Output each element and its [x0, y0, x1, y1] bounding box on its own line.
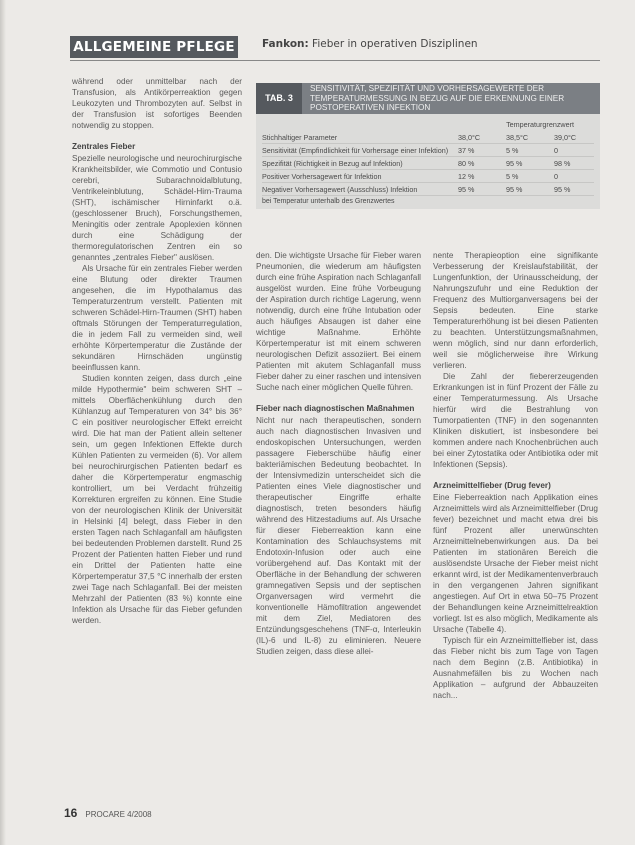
table-body [256, 114, 600, 209]
table-cell: 95 % [458, 183, 506, 196]
table-title: SENSITIVITÄT, SPEZIFITÄT UND VORHERSAGEWERTE DER TEMPERATURMESSUNG IN BEZUG AUF DIE ERKENNUNG EINER POSTOPERATIVEN INFEKTION [302, 83, 600, 114]
running-header-author: Fankon: [262, 38, 309, 50]
paragraph: Als Ursache für ein zentrales Fieber werden eine Blutung oder direkter Traumen angesehen, die im Hypothalamus das Temperaturzentrum verstellt. Patienten mit schweren Schädel-Hirn-Traumen (SHT) haben oftmals Störungen der Temperaturregulation, die in jedem Fall zu vermeiden sind, weil erhöhte Körpertemperatur die Zustände der sekundären Hirnschäden ungünstig beeinflussen kann. [72, 264, 242, 372]
table-3 [256, 83, 600, 209]
table-col-header: 38,0°C [458, 131, 506, 144]
table-cell: 5 % [506, 144, 554, 157]
section-heading: Arzneimittelfieber (Drug fever) [433, 481, 551, 490]
table-cell: 0 [554, 144, 594, 157]
table-col-header: 38,5°C [506, 131, 554, 144]
table-grid [262, 131, 594, 196]
table-cell: Positiver Vorhersagewert für Infektion [262, 170, 458, 183]
paragraph: Studien konnten zeigen, dass durch „eine milde Hypothermie" beim schweren SHT – mittels Oberflächenkühlung durch den Kühlanzug auf Temperaturen von 34° bis 36° C ein positiver neurologischer Effekt erreicht wird. Die hat man der Patient allein seltener sein, um gegen Infektionen Effekte durch Kühlen Patienten zu vermeiden (6). Vor allem bei neurochirurgischen Patienten bedarf es daher die Körpertemperatur engmaschig kontrolliert, um bei Verdacht frühzeitig Korrekturen ergreifen zu können. Eine Studie von der neurologischen Klinik der Universität in Helsinki [4] belegt, dass Fieber in den ersten Tagen nach Schlaganfall am häufigsten bei bedeutenden Problemen darstellt. Rund 25 Prozent der Patienten hatten Fieber und rund ein Drittel der Patienten hatte eine Körpertemperatur 37,5 °C innerhalb der ersten zwei Tage nach Schlaganfall. Bei der meisten Mehrzahl der Patienten (83 %) konnte eine Infektion als Ursache für das Fieber gefunden werden. [72, 374, 242, 625]
paragraph: Nicht nur nach therapeutischen, sondern auch nach diagnostischen Invasiven und endoskopischen Untersuchungen, werden passagere Fieberschübe häufig einer bakteriämischen Bedeutung beobachtet. In der Intensivmedizin unterscheidet sich die Patienten eines Viele diagnostischer und therapeutischer Eingriffe erhalte diagnostisch, treten besonders häufig während des Hitzestadiums auf. Als Ursache für dieser Fieberreaktion kann eine Kontamination des Schlauchsystems mit Endotoxin-Infusion oder auch eine vorübergehend auf. Das Kontakt mit der Oberfläche in der Behandlung der schweren gramnegativen Sepsis und der septischen Organversagen wird vermehrt die konventionelle Hämofiltration angewendet mit dem Ziel, Mediatoren des Entzündungsgeschehens (TNF-α, Interleukin (IL)-6 und IL-8) zu eliminieren. Neuere Studien zeigen, dass diese allei- [256, 416, 421, 656]
table-cell: Negativer Vorhersagewert (Ausschluss) Infektion [262, 183, 458, 196]
header-rule [70, 60, 600, 61]
running-header-title: Fieber in operativen Disziplinen [308, 38, 478, 50]
section-banner: ALLGEMEINE PFLEGE [70, 36, 238, 58]
running-header [262, 38, 478, 50]
table-cell: 95 % [506, 183, 554, 196]
table-header [256, 83, 600, 114]
paragraph: nente Therapieoption eine signifikante Verbesserung der Kreislaufstabilität, der Lungenfunktion, der Urinausscheidung, der Nahrungszufuhr und eine Reduktion der Frequenz des Multiorganversagens bei der Sepsis bedeuten. Eine starke Temperaturerhöhung ist bei diesen Patienten zu beachten. Unterstützungsmaßnahmen, wenn möglich, sind nur dann erforderlich, weil sie möglicherweise ihre Wirkung verlieren. [433, 251, 598, 370]
table-cell: 5 % [506, 170, 554, 183]
table-cell: Sensitivität (Empfindlichkeit für Vorhersage einer Infektion) [262, 144, 458, 157]
table-cell: 95 % [554, 183, 594, 196]
table-cell: 95 % [506, 157, 554, 170]
text-column-2 [256, 250, 421, 820]
section-heading: Zentrales Fieber [72, 142, 136, 151]
table-col-header: 39,0°C [554, 131, 594, 144]
text-column-1 [72, 76, 242, 816]
section-heading: Fieber nach diagnostischen Maßnahmen [256, 404, 415, 413]
table-cell: 0 [554, 170, 594, 183]
table-label: TAB. 3 [256, 83, 302, 114]
table-cell: 37 % [458, 144, 506, 157]
table-subheader: Temperaturgrenzwert [506, 120, 574, 129]
table-cell: Spezifität (Richtigkeit in Bezug auf Infektion) [262, 157, 458, 170]
paragraph: Typisch für ein Arzneimittelfieber ist, dass das Fieber nicht bis zum Tage von Tagen nach dem Beginn (z.B. Antibiotika) in Ausnahmefällen bis zu Wochen nach Applikation – aufgrund der Abbauzeiten nach... [433, 636, 598, 700]
page-footer [64, 806, 152, 820]
paragraph: den. Die wichtigste Ursache für Fieber waren Pneumonien, die wiederum am häufigsten durch eine frühe Aspiration nach Schlaganfall ausgelöst wurden. Eine frühe Vorbeugung der Aspiration durch richtige Lagerung, wenn notwendig, durch eine frühe Intubation oder auch häufiges Absaugen ist daher eine wichtige Maßnahme. Erhöhte Körpertemperatur ist mit einem schweren neurologischen Defizit assoziiert. Bei einem Patienten mit akutem Schlaganfall muss Fieber daher zu einer raschen und intensiven Suche nach einer möglichen Quelle führen. [256, 251, 421, 392]
journal-name: PROCARE 4/2008 [85, 810, 152, 819]
table-cell: 12 % [458, 170, 506, 183]
paragraph: während oder unmittelbar nach der Transfusion, als Antikörperreaktion gegen Leukozyten und Thrombozyten auf. Selbst in der Transfusion ist sofortiges Beenden notwendig zu stoppen. [72, 77, 242, 130]
table-note: bei Temperatur unterhalb des Grenzwertes [262, 198, 395, 205]
table-cell: 80 % [458, 157, 506, 170]
table-cell: 98 % [554, 157, 594, 170]
page-number: 16 [64, 806, 78, 820]
text-column-3 [433, 250, 598, 820]
paragraph: Spezielle neurologische und neurochirurgische Krankheitsbilder, wie Commotio und Contusio cerebri, Subarachnoidalblutung, Ventrikeleinblutung, Schädel-Hirn-Trauma (SHT), ischämischer Hirninfarkt o.ä. (geschlossener Bruch), Forschungsthemen, Meningitis oder zentrale Apoplexien können durch eine Schädigung der thermoregulatorischen Zentren ein so genanntes „zentrales Fieber" auslösen. [72, 154, 242, 262]
table-col-header: Stichhaltiger Parameter [262, 131, 458, 144]
paragraph: Eine Fieberreaktion nach Applikation eines Arzneimittels wird als Arzneimittelfieber (Drug fever) bezeichnet und macht etwa drei bis fünf Prozent aller unerwünschten Arzneimittelnebenwirkungen aus. Da bei Patienten im stationären Bereich die auslösendste Ursache der Fieber meist nicht erkannt wird, ist der Medikamentenverbrauch in den vergangenen Jahren signifikant angestiegen. Auf Ort in etwa 50–75 Prozent der Behandlungen keine Arzneimittelreaktion vorliegt. Ist es also möglich, Medikamente als Ursache (Tabelle 4). [433, 493, 598, 634]
paragraph: Die Zahl der fiebererzeugenden Erkrankungen ist in fünf Prozent der Fälle zu einer Temperaturmessung. Als Ursache hierfür wird die Bestrahlung von Tumorpatienten (TNF) in den sogenannten Kliniken diskutiert, ist insbesondere bei kommen andere nach Knochenbrüchen auch bei einer Zytostatika oder Antibiotika oder mit Infektionen (Sepsis). [433, 372, 598, 469]
